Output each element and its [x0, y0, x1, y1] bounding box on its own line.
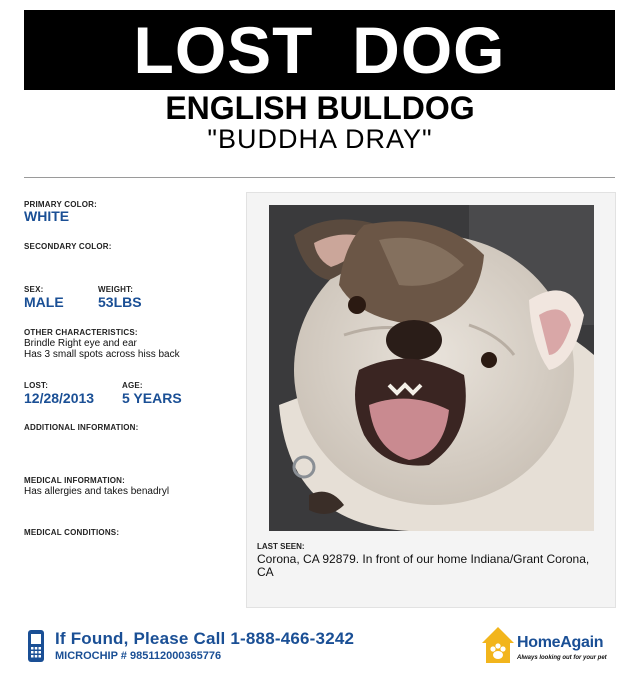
last-seen-text: Corona, CA 92879. In front of our home Indiana/Grant Corona, CA	[257, 552, 590, 579]
last-seen-label: LAST SEEN:	[257, 542, 305, 551]
weight-label: WEIGHT:	[98, 285, 134, 294]
medical-info-value: Has allergies and takes benadryl	[24, 486, 170, 497]
lost-date-value: 12/28/2013	[24, 390, 95, 406]
microchip-number: MICROCHIP # 985112000365776	[55, 650, 222, 662]
phone-icon	[27, 629, 45, 668]
primary-color-label: PRIMARY COLOR:	[24, 200, 98, 209]
other-characteristics-line2: Has 3 small spots across hiss back	[24, 349, 180, 360]
other-characteristics-label: OTHER CHARACTERISTICS:	[24, 328, 138, 337]
homeagain-tagline: Always looking out for your pet	[517, 655, 607, 661]
lost-date-label: LOST:	[24, 381, 49, 390]
divider	[24, 177, 615, 178]
secondary-color-label: SECONDARY COLOR:	[24, 242, 112, 251]
additional-info-label: ADDITIONAL INFORMATION:	[24, 423, 139, 432]
title-banner	[24, 10, 615, 90]
title-text: LOST DOG	[133, 13, 506, 87]
other-characteristics-line1: Brindle Right eye and ear	[24, 338, 137, 349]
sex-value: MALE	[24, 294, 64, 310]
dog-name: "BUDDHA DRAY"	[207, 124, 433, 154]
sex-label: SEX:	[24, 285, 44, 294]
age-label: AGE:	[122, 381, 143, 390]
medical-info-label: MEDICAL INFORMATION:	[24, 476, 126, 485]
weight-value: 53LBS	[98, 294, 142, 310]
homeagain-logo-text: HomeAgain	[517, 634, 604, 651]
medical-conditions-label: MEDICAL CONDITIONS:	[24, 528, 120, 537]
dog-photo	[269, 205, 594, 531]
if-found-call-text: If Found, Please Call 1-888-466-3242	[55, 629, 355, 648]
age-value: 5 YEARS	[122, 390, 182, 406]
primary-color-value: WHITE	[24, 208, 70, 224]
homeagain-house-icon	[480, 625, 516, 670]
breed-heading: ENGLISH BULLDOG	[165, 90, 475, 126]
